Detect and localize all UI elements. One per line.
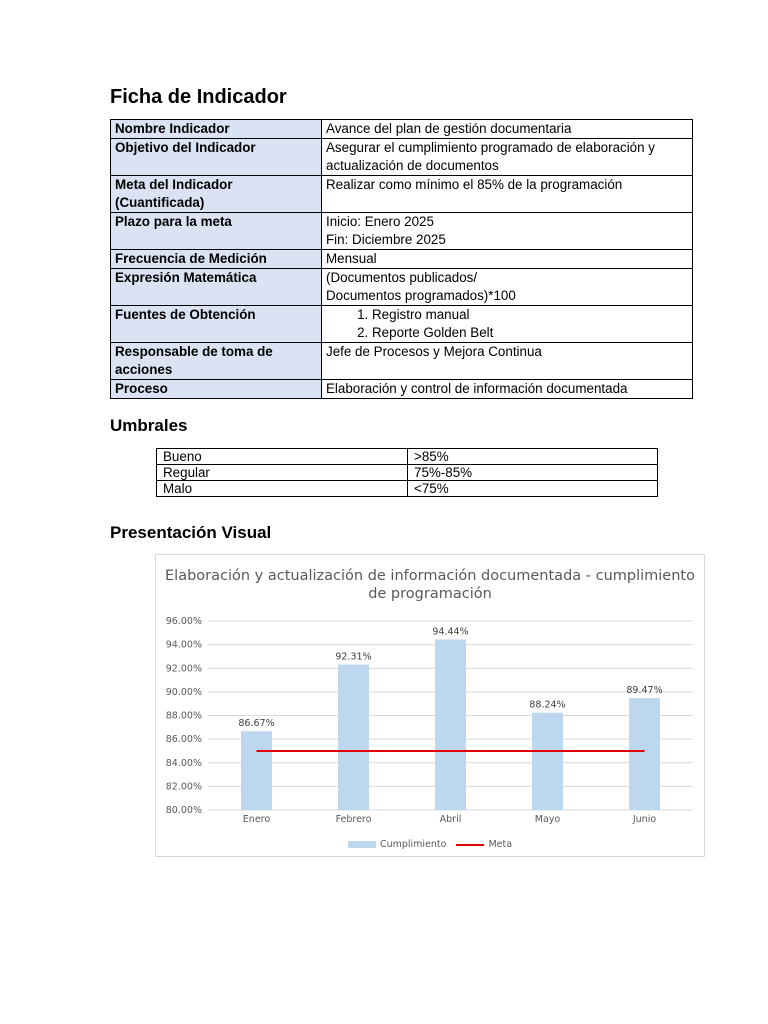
legend-swatch-line	[456, 844, 484, 846]
bar	[241, 731, 272, 810]
legend-label: Cumplimiento	[379, 839, 447, 850]
field-label: Proceso	[111, 380, 322, 399]
y-tick-label: 92.00%	[165, 663, 202, 675]
page-title: Ficha de Indicador	[110, 86, 287, 108]
field-label: Plazo para la meta	[111, 213, 322, 250]
threshold-level: Regular	[157, 465, 408, 481]
x-tick-label: Febrero	[335, 814, 372, 825]
chart-legend	[156, 839, 704, 850]
field-value-line: Inicio: Enero 2025	[326, 214, 434, 229]
y-tick-label: 82.00%	[165, 781, 202, 793]
threshold-range: >85%	[408, 449, 658, 465]
threshold-row	[157, 465, 658, 481]
field-label: Nombre Indicador	[111, 120, 322, 139]
indicator-row	[111, 380, 693, 399]
threshold-range: <75%	[408, 481, 658, 497]
chart-container	[155, 554, 705, 857]
data-label: 89.47%	[626, 685, 663, 697]
indicator-row	[111, 343, 693, 380]
field-label: Responsable de toma de acciones	[111, 343, 322, 380]
field-label: Expresión Matemática	[111, 269, 322, 306]
indicator-row	[111, 176, 693, 213]
bar	[629, 698, 660, 810]
field-label: Objetivo del Indicador	[111, 139, 322, 176]
field-label: Frecuencia de Medición	[111, 250, 322, 269]
threshold-level: Bueno	[157, 449, 408, 465]
field-value	[322, 269, 693, 306]
legend-item	[456, 839, 512, 850]
indicator-row	[111, 213, 693, 250]
x-tick-label: Junio	[632, 814, 657, 825]
bar	[532, 713, 563, 810]
data-label: 94.44%	[432, 626, 469, 638]
field-value: Asegurar el cumplimiento programado de elaboración y actualización de documentos	[322, 139, 693, 176]
data-label: 86.67%	[238, 718, 275, 730]
field-value-line: Fin: Diciembre 2025	[326, 232, 446, 247]
x-tick-label: Abril	[439, 814, 462, 825]
y-tick-label: 94.00%	[165, 639, 202, 651]
bar	[435, 639, 466, 810]
x-tick-label: Enero	[242, 814, 271, 825]
indicator-table	[110, 119, 693, 399]
field-value: Jefe de Procesos y Mejora Continua	[322, 343, 693, 380]
chart-title: Elaboración y actualización de información documentada - cumplimiento de programación	[165, 568, 695, 602]
x-tick-label: Mayo	[534, 814, 561, 825]
field-value-list	[326, 306, 688, 342]
data-label: 92.31%	[335, 651, 372, 663]
threshold-range: 75%-85%	[408, 465, 658, 481]
field-value: Mensual	[322, 250, 693, 269]
legend-swatch-bar	[348, 841, 376, 848]
threshold-level: Malo	[157, 481, 408, 497]
field-value	[322, 306, 693, 343]
y-tick-label: 90.00%	[165, 686, 202, 698]
field-value-list-item: 1. Registro manual	[372, 306, 688, 324]
field-value-line: Documentos programados)*100	[326, 288, 516, 303]
thresholds-table	[156, 448, 658, 497]
legend-label: Meta	[488, 839, 513, 850]
bar	[338, 665, 369, 810]
field-value: Elaboración y control de información documentada	[322, 380, 693, 399]
threshold-row	[157, 449, 658, 465]
legend-item	[348, 839, 447, 850]
visual-heading: Presentación Visual	[110, 523, 272, 542]
y-tick-label: 88.00%	[165, 710, 202, 722]
indicator-row	[111, 269, 693, 306]
indicator-row	[111, 250, 693, 269]
field-value	[322, 213, 693, 250]
y-tick-label: 84.00%	[165, 757, 202, 769]
bar-chart	[156, 555, 704, 856]
indicator-row	[111, 120, 693, 139]
field-value: Avance del plan de gestión documentaria	[322, 120, 693, 139]
y-tick-label: 80.00%	[165, 805, 202, 816]
field-value-list-item: 2. Reporte Golden Belt	[372, 324, 688, 342]
field-label: Fuentes de Obtención	[111, 306, 322, 343]
y-tick-label: 86.00%	[165, 734, 202, 746]
indicator-row	[111, 139, 693, 176]
field-value: Realizar como mínimo el 85% de la programación	[322, 176, 693, 213]
thresholds-heading: Umbrales	[110, 416, 188, 435]
data-label: 88.24%	[529, 699, 566, 711]
threshold-row	[157, 481, 658, 497]
field-value-line: (Documentos publicados/	[326, 270, 478, 285]
y-tick-label: 96.00%	[165, 616, 202, 627]
indicator-row	[111, 306, 693, 343]
field-label: Meta del Indicador (Cuantificada)	[111, 176, 322, 213]
